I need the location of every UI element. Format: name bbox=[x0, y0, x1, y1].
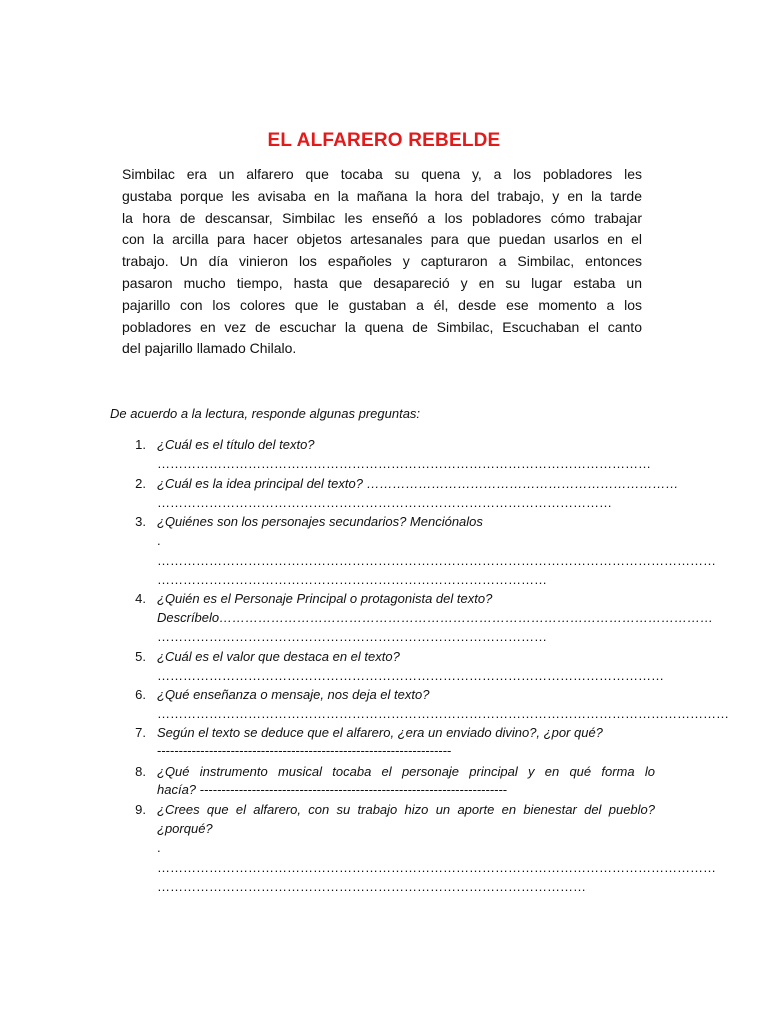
document-title: EL ALFARERO REBELDE bbox=[267, 130, 501, 151]
story-line: pasaron mucho tiempo, hasta que desapareció y en su lugar estaba un bbox=[122, 274, 642, 291]
question-text: ¿Cuál es la idea principal del texto? ……………………………………………………………… bbox=[157, 476, 679, 491]
question-text: Según el texto se deduce que el alfarero, ¿era un enviado divino?, ¿por qué? bbox=[157, 725, 603, 740]
story-line: con la arcilla para hacer objetos artesanales para que puedan usarlos en el bbox=[122, 231, 642, 248]
question-text: ¿Quiénes son los personajes secundarios? Menciónalos bbox=[157, 514, 483, 529]
answer-line[interactable]: Descríbelo…………………………………………………………………………………………………… bbox=[157, 610, 714, 625]
answer-line: . bbox=[157, 840, 161, 855]
question-text: ¿Cuál es el valor que destaca en el texto? bbox=[157, 649, 400, 664]
story-line: trabajo. Un día vinieron los españoles y capturaron a Simbilac, entonces bbox=[122, 253, 642, 270]
answer-line[interactable]: …………………………………………………………………………………………… bbox=[157, 495, 612, 510]
question-number: 3. bbox=[135, 514, 146, 529]
question-number: 8. bbox=[135, 764, 146, 779]
question-text: ¿Crees que el alfarero, con su trabajo hizo un aporte en bienestar del pueblo? bbox=[157, 802, 655, 817]
answer-line[interactable]: ……………………………………………………………………………………………………… bbox=[157, 668, 664, 683]
question-text-continued: ¿porqué? bbox=[157, 821, 213, 836]
story-line: pajarillo con los colores que le gustaban a él, desde ese momento a los bbox=[122, 296, 642, 313]
question-text: ¿Qué enseñanza o mensaje, nos deja el texto? bbox=[157, 687, 430, 702]
question-number: 4. bbox=[135, 591, 146, 606]
question-text-continued[interactable]: hacía? ----------------------------------------------------------------------- bbox=[157, 782, 508, 797]
story-line: gustaba porque les avisaba en la mañana la hora del trabajo, y en la tarde bbox=[122, 187, 642, 204]
question-number: 2. bbox=[135, 476, 146, 491]
answer-line[interactable]: ……………………………………………………………………………… bbox=[157, 572, 547, 587]
answer-line[interactable]: …………………………………………………………………………………………………… bbox=[157, 456, 651, 471]
question-text: ¿Cuál es el título del texto? bbox=[157, 437, 315, 452]
story-line: Simbilac era un alfarero que tocaba su quena y, a los pobladores les bbox=[122, 166, 642, 182]
question-number: 6. bbox=[135, 687, 146, 702]
question-number: 5. bbox=[135, 649, 146, 664]
answer-line[interactable]: -------------------------------------------------------------------- bbox=[157, 743, 452, 758]
question-text: ¿Qué instrumento musical tocaba el personaje principal y en qué forma lo bbox=[157, 764, 655, 779]
story-line: pobladores en vez de escuchar la quena de Simbilac, Escuchaban el canto bbox=[122, 318, 642, 335]
questions-intro: De acuerdo a la lectura, responde algunas preguntas: bbox=[110, 406, 421, 421]
answer-line: . bbox=[157, 533, 161, 548]
answer-line[interactable]: ………………………………………………………………………………………………………………… bbox=[157, 860, 716, 875]
answer-line[interactable]: ……………………………………………………………………………………… bbox=[157, 879, 586, 894]
story-line: la hora de descansar, Simbilac les enseñó a los pobladores cómo trabajar bbox=[122, 209, 642, 226]
question-text: ¿Quién es el Personaje Principal o protagonista del texto? bbox=[157, 591, 493, 606]
question-number: 9. bbox=[135, 802, 146, 817]
story-line: del pajarillo llamado Chilalo. bbox=[122, 340, 297, 357]
question-number: 7. bbox=[135, 725, 146, 740]
answer-line[interactable]: ……………………………………………………………………………… bbox=[157, 629, 547, 644]
answer-line[interactable]: ………………………………………………………………………………………………………………… bbox=[157, 553, 716, 568]
answer-line[interactable]: …………………………………………………………………………………………………………………… bbox=[157, 706, 729, 721]
question-number: 1. bbox=[135, 437, 146, 452]
